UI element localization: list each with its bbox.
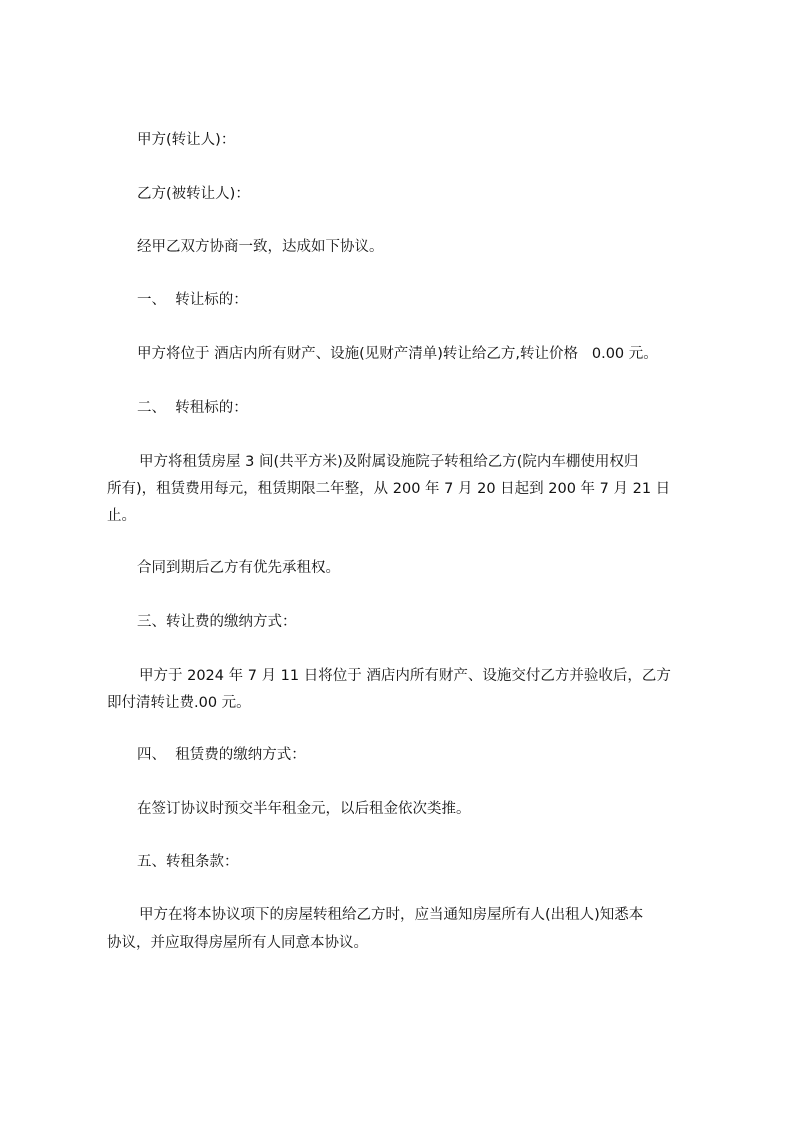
section-three-text-line-1: 甲方于 2024 年 7 月 11 日将位于 酒店内所有财产、设施交付乙方并验收后，乙方 — [139, 668, 671, 684]
party-a-line: 甲方(转让人)： — [137, 132, 236, 148]
section-two-text-line-2: 所有)，租赁费用每元，租赁期限二年整，从 200 年 7 月 20 日起到 200 年 7 月 21 日 — [107, 481, 671, 497]
section-five-heading: 五、转租条款： — [137, 854, 239, 870]
section-four-text: 在签订协议时预交半年租金元，以后租金依次类推。 — [137, 801, 471, 817]
section-five-text-line-2: 协议，并应取得房屋所有人同意本协议。 — [107, 935, 368, 951]
section-two-text-line-1: 甲方将租赁房屋 3 间(共平方米)及附属设施院子转租给乙方(院内车棚使用权归 — [139, 454, 639, 470]
section-four-heading: 四、 租赁费的缴纳方式： — [137, 747, 306, 763]
section-three-text-line-2: 即付清转让费.00 元。 — [107, 695, 251, 711]
section-five-text-line-1: 甲方在将本协议项下的房屋转租给乙方时，应当通知房屋所有人(出租人)知悉本 — [139, 907, 644, 923]
party-b-line: 乙方(被转让人)： — [137, 186, 250, 202]
section-three-heading: 三、转让费的缴纳方式： — [137, 614, 297, 630]
section-one-text: 甲方将位于 酒店内所有财产、设施(见财产清单)转让给乙方,转让价格 0.00 元。 — [137, 346, 658, 362]
section-two-heading: 二、 转租标的： — [137, 400, 248, 416]
priority-lease-line: 合同到期后乙方有优先承租权。 — [137, 560, 340, 576]
section-two-text-line-3: 止。 — [107, 508, 136, 524]
agreement-intro-line: 经甲乙双方协商一致，达成如下协议。 — [137, 239, 384, 255]
section-one-heading: 一、 转让标的： — [137, 292, 248, 308]
